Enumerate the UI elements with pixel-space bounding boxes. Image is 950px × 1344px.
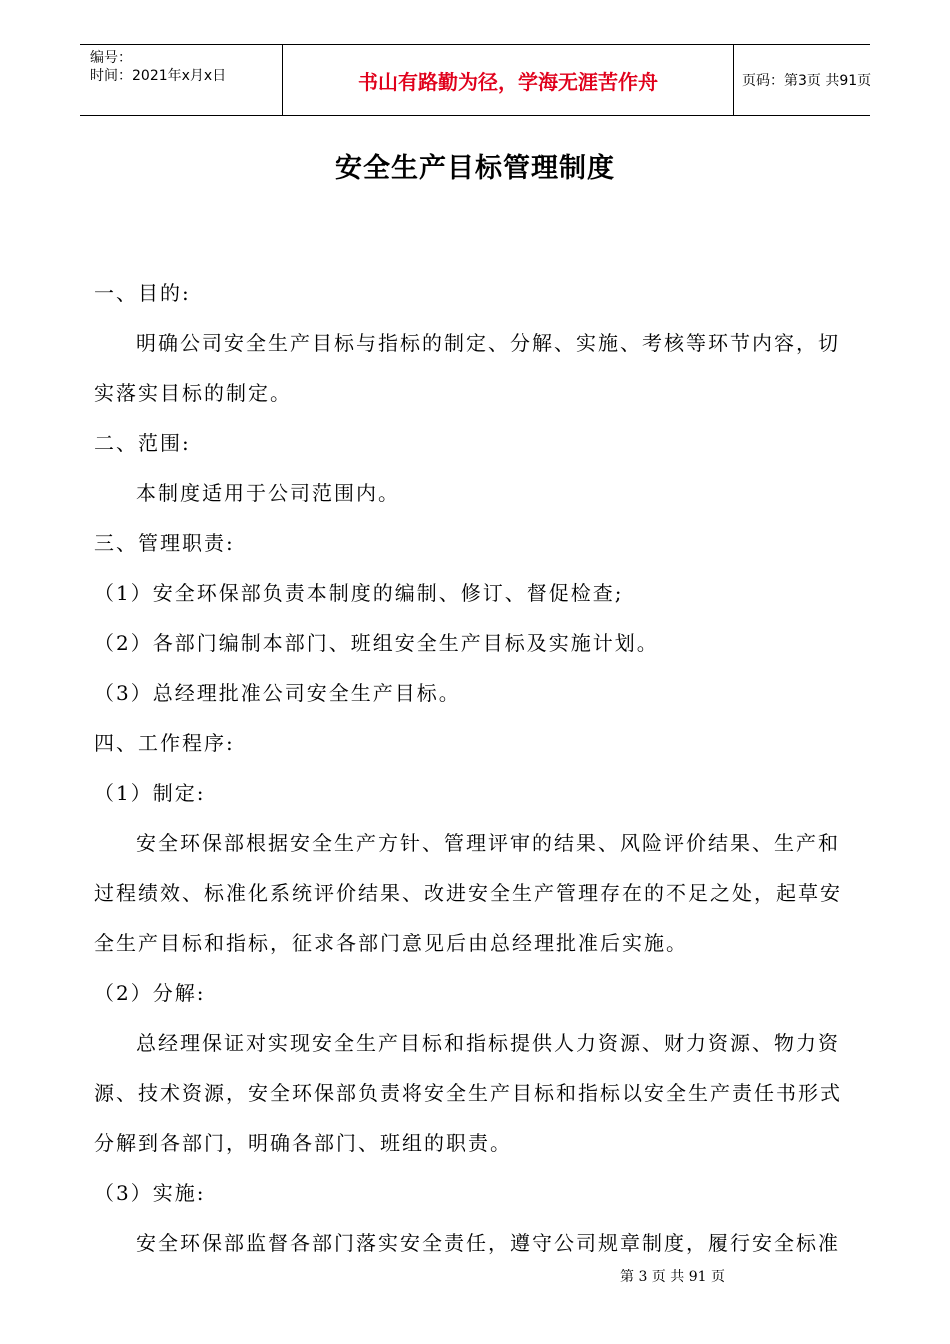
body-paragraph: 安全环保部根据安全生产方针、管理评审的结果、风险评价结果、生产和: [136, 831, 840, 855]
body-paragraph: 全生产目标和指标，征求各部门意见后由总经理批准后实施。: [94, 931, 688, 955]
body-paragraph: 一、目的:: [94, 281, 191, 305]
document-time-label: 时间：2021年x月x日: [90, 68, 227, 84]
body-paragraph: 实落实目标的制定。: [94, 381, 292, 405]
body-paragraph: 四、工作程序:: [94, 731, 235, 755]
body-paragraph: 分解到各部门，明确各部门、班组的职责。: [94, 1131, 512, 1155]
body-paragraph: （2）各部门编制本部门、班组安全生产目标及实施计划。: [94, 631, 659, 655]
body-paragraph: （2）分解:: [94, 981, 206, 1005]
body-paragraph: （3）总经理批准公司安全生产目标。: [94, 681, 461, 705]
body-paragraph: 安全环保部监督各部门落实安全责任，遵守公司规章制度，履行安全标准: [136, 1231, 840, 1255]
body-paragraph: 明确公司安全生产目标与指标的制定、分解、实施、考核等环节内容，切: [136, 331, 840, 355]
page-header: [80, 44, 870, 116]
document-title: 安全生产目标管理制度: [335, 153, 615, 184]
page-footer: 第 3 页 共 91 页: [620, 1269, 725, 1285]
body-paragraph: （1）安全环保部负责本制度的编制、修订、督促检查;: [94, 581, 624, 605]
body-paragraph: （3）实施:: [94, 1181, 206, 1205]
document-number-label: 编号：: [90, 50, 132, 66]
body-paragraph: 本制度适用于公司范围内。: [136, 481, 400, 505]
body-paragraph: 二、范围:: [94, 431, 191, 455]
body-paragraph: 源、技术资源，安全环保部负责将安全生产目标和指标以安全生产责任书形式: [94, 1081, 842, 1105]
document-body: [94, 268, 864, 1268]
header-page-code: 页码：第3页 共91页: [742, 73, 872, 89]
header-page-cell: [732, 45, 870, 115]
header-motto-cell: [282, 45, 734, 115]
body-paragraph: 过程绩效、标准化系统评价结果、改进安全生产管理存在的不足之处，起草安: [94, 881, 842, 905]
body-paragraph: 总经理保证对实现安全生产目标和指标提供人力资源、财力资源、物力资: [136, 1031, 840, 1055]
header-motto: 书山有路勤为径，学海无涯苦作舟: [358, 69, 658, 94]
header-left-cell: [80, 45, 282, 115]
body-paragraph: （1）制定:: [94, 781, 206, 805]
body-paragraph: 三、管理职责:: [94, 531, 235, 555]
